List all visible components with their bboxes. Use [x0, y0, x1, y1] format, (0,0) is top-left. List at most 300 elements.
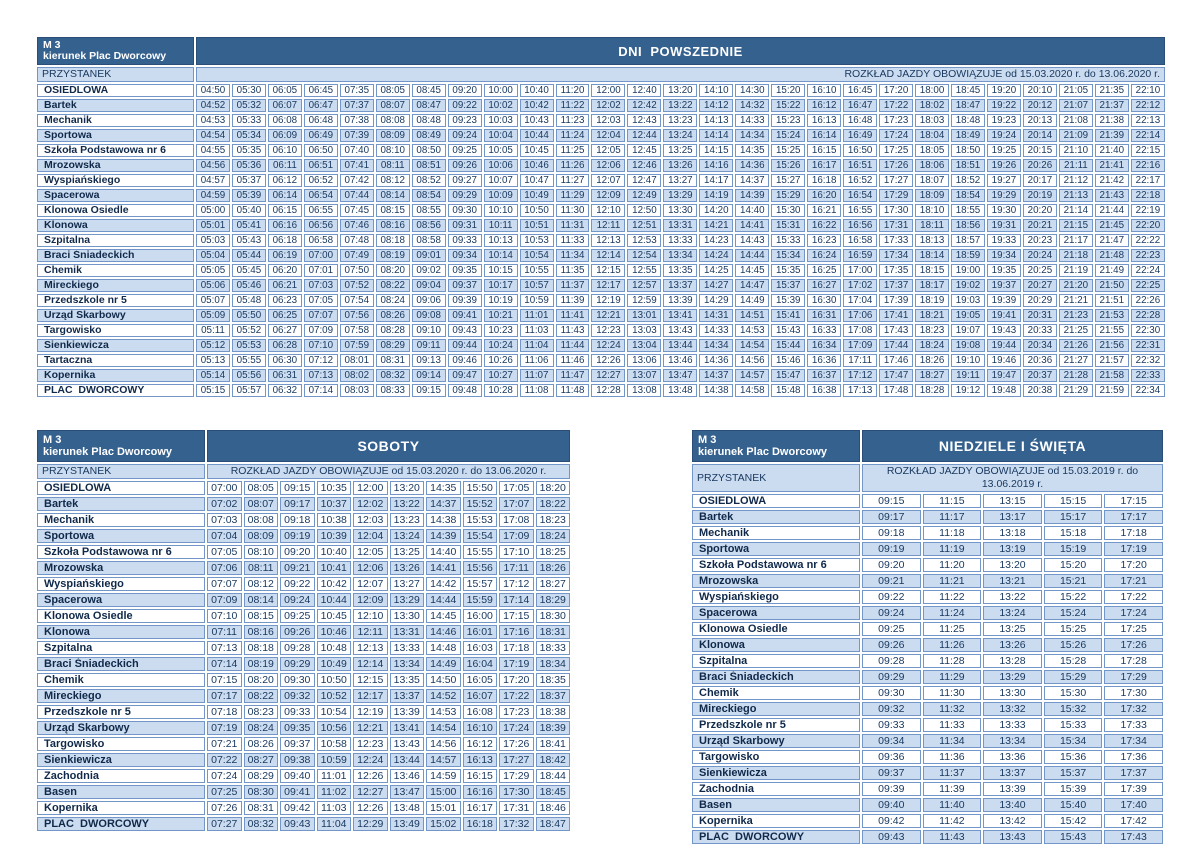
- time-cell: 10:35: [317, 481, 352, 495]
- time-cell: 10:42: [520, 99, 554, 112]
- time-cell: 14:33: [735, 114, 769, 127]
- time-cell: 09:48: [448, 384, 482, 397]
- time-cell: 18:13: [915, 234, 949, 247]
- time-cell: 08:26: [376, 309, 410, 322]
- time-cell: 16:13: [807, 114, 841, 127]
- time-cell: 13:43: [663, 324, 697, 337]
- table-row: [37, 641, 570, 655]
- time-cell: 12:50: [627, 204, 661, 217]
- time-cell: 17:02: [843, 279, 877, 292]
- time-cell: 09:11: [412, 339, 446, 352]
- time-cell: 15:31: [771, 219, 805, 232]
- time-cell: 15:30: [771, 204, 805, 217]
- time-cell: 11:28: [923, 654, 982, 668]
- time-cell: 13:08: [627, 384, 661, 397]
- time-cell: 12:13: [591, 234, 625, 247]
- time-cell: 07:13: [207, 641, 242, 655]
- time-cell: 10:46: [317, 625, 352, 639]
- time-cell: 13:34: [983, 734, 1042, 748]
- time-cell: 06:51: [304, 159, 338, 172]
- time-cell: 18:39: [536, 721, 571, 735]
- time-cell: 17:27: [499, 753, 534, 767]
- time-cell: 07:26: [207, 801, 242, 815]
- time-cell: 08:29: [376, 339, 410, 352]
- time-cell: 15:21: [1044, 574, 1103, 588]
- table-row: [37, 769, 570, 783]
- time-cell: 08:07: [244, 497, 279, 511]
- table-row: [37, 249, 1165, 262]
- stop-name-cell: Chemik: [37, 673, 205, 687]
- time-cell: 15:44: [771, 339, 805, 352]
- time-cell: 15:25: [1044, 622, 1103, 636]
- time-cell: 08:23: [244, 705, 279, 719]
- time-cell: 21:21: [1059, 294, 1093, 307]
- time-cell: 08:08: [376, 114, 410, 127]
- time-cell: 13:39: [390, 705, 425, 719]
- time-cell: 17:42: [1104, 814, 1163, 828]
- time-cell: 07:05: [304, 294, 338, 307]
- time-cell: 12:24: [591, 339, 625, 352]
- time-cell: 12:10: [353, 609, 388, 623]
- time-cell: 18:05: [915, 144, 949, 157]
- time-cell: 18:23: [915, 324, 949, 337]
- time-cell: 22:18: [1131, 189, 1165, 202]
- time-cell: 19:20: [987, 84, 1021, 97]
- table-row: [692, 526, 1163, 540]
- time-cell: 12:26: [591, 354, 625, 367]
- time-cell: 16:03: [463, 641, 498, 655]
- stop-name-cell: Klonowa: [692, 638, 860, 652]
- time-cell: 22:25: [1131, 279, 1165, 292]
- time-cell: 14:33: [699, 324, 733, 337]
- time-cell: 20:36: [1023, 354, 1057, 367]
- time-cell: 16:15: [807, 144, 841, 157]
- time-cell: 16:20: [807, 189, 841, 202]
- time-cell: 17:21: [1104, 574, 1163, 588]
- time-cell: 10:15: [484, 264, 518, 277]
- stop-name-cell: Szpitalna: [37, 641, 205, 655]
- time-cell: 13:43: [983, 830, 1042, 844]
- time-cell: 13:27: [663, 174, 697, 187]
- time-cell: 18:26: [536, 561, 571, 575]
- time-cell: 08:01: [340, 354, 374, 367]
- time-cell: 18:56: [951, 219, 985, 232]
- time-cell: 09:30: [862, 686, 921, 700]
- time-cell: 19:11: [951, 369, 985, 382]
- time-cell: 05:37: [232, 174, 266, 187]
- time-cell: 05:35: [232, 144, 266, 157]
- time-cell: 16:17: [807, 159, 841, 172]
- time-cell: 12:40: [627, 84, 661, 97]
- time-cell: 11:18: [923, 526, 982, 540]
- stop-name-cell: Braci Śniadeckich: [37, 657, 205, 671]
- time-cell: 06:14: [268, 189, 302, 202]
- time-cell: 22:24: [1131, 264, 1165, 277]
- time-cell: 05:15: [196, 384, 230, 397]
- time-cell: 14:41: [426, 561, 461, 575]
- time-cell: 10:42: [317, 577, 352, 591]
- time-cell: 12:14: [353, 657, 388, 671]
- time-cell: 14:56: [735, 354, 769, 367]
- time-cell: 14:43: [735, 234, 769, 247]
- time-cell: 17:28: [1104, 654, 1163, 668]
- stop-name-cell: Przedszkole nr 5: [692, 718, 860, 732]
- time-cell: 06:27: [268, 324, 302, 337]
- time-cell: 17:34: [1104, 734, 1163, 748]
- time-cell: 22:15: [1131, 144, 1165, 157]
- stop-name-cell: Przedszkole nr 5: [37, 294, 194, 307]
- time-cell: 17:11: [843, 354, 877, 367]
- time-cell: 19:44: [987, 339, 1021, 352]
- time-cell: 17:15: [1104, 494, 1163, 508]
- time-cell: 19:23: [987, 114, 1021, 127]
- time-cell: 09:47: [448, 369, 482, 382]
- time-cell: 12:11: [591, 219, 625, 232]
- time-cell: 15:27: [771, 174, 805, 187]
- time-cell: 15:35: [771, 264, 805, 277]
- time-cell: 22:31: [1131, 339, 1165, 352]
- time-cell: 12:07: [591, 174, 625, 187]
- table-row: [37, 609, 570, 623]
- time-cell: 07:18: [207, 705, 242, 719]
- time-cell: 11:35: [556, 264, 590, 277]
- time-cell: 05:05: [196, 264, 230, 277]
- time-cell: 18:57: [951, 234, 985, 247]
- time-cell: 06:31: [268, 369, 302, 382]
- time-cell: 07:11: [207, 625, 242, 639]
- time-cell: 12:19: [591, 294, 625, 307]
- time-cell: 13:33: [983, 718, 1042, 732]
- time-cell: 16:10: [807, 84, 841, 97]
- time-cell: 10:40: [520, 84, 554, 97]
- time-cell: 18:47: [536, 817, 571, 831]
- time-cell: 10:06: [484, 159, 518, 172]
- time-cell: 17:06: [843, 309, 877, 322]
- stop-name-cell: Chemik: [692, 686, 860, 700]
- time-cell: 15:52: [463, 497, 498, 511]
- stop-name-cell: Mrozowska: [692, 574, 860, 588]
- time-cell: 15:20: [771, 84, 805, 97]
- time-cell: 08:19: [244, 657, 279, 671]
- time-cell: 16:34: [807, 339, 841, 352]
- time-cell: 15:41: [771, 309, 805, 322]
- time-cell: 10:23: [484, 324, 518, 337]
- time-cell: 13:32: [983, 702, 1042, 716]
- time-cell: 15:28: [1044, 654, 1103, 668]
- time-cell: 13:48: [390, 801, 425, 815]
- time-cell: 11:08: [520, 384, 554, 397]
- table-row: [37, 129, 1165, 142]
- header-row: [37, 37, 1165, 65]
- time-cell: 07:03: [207, 513, 242, 527]
- time-cell: 14:35: [735, 144, 769, 157]
- time-cell: 09:15: [862, 494, 921, 508]
- time-cell: 09:37: [280, 737, 315, 751]
- time-cell: 07:58: [340, 324, 374, 337]
- time-cell: 10:45: [520, 144, 554, 157]
- time-cell: 08:20: [376, 264, 410, 277]
- time-cell: 13:31: [663, 219, 697, 232]
- line-number: M 3: [43, 434, 62, 446]
- time-cell: 17:26: [499, 737, 534, 751]
- time-cell: 14:25: [699, 264, 733, 277]
- time-cell: 15:26: [771, 159, 805, 172]
- time-cell: 16:30: [807, 294, 841, 307]
- stop-name-cell: Przedszkole nr 5: [37, 705, 205, 719]
- time-cell: 18:20: [536, 481, 571, 495]
- time-cell: 18:14: [915, 249, 949, 262]
- time-cell: 16:07: [463, 689, 498, 703]
- time-cell: 21:50: [1095, 279, 1129, 292]
- time-cell: 17:26: [1104, 638, 1163, 652]
- time-cell: 08:07: [376, 99, 410, 112]
- time-cell: 17:26: [879, 159, 913, 172]
- time-cell: 19:00: [951, 264, 985, 277]
- time-cell: 04:52: [196, 99, 230, 112]
- time-cell: 21:27: [1059, 354, 1093, 367]
- time-cell: 21:53: [1095, 309, 1129, 322]
- time-cell: 05:07: [196, 294, 230, 307]
- time-cell: 13:43: [390, 737, 425, 751]
- time-cell: 09:41: [280, 785, 315, 799]
- time-cell: 14:34: [735, 129, 769, 142]
- time-cell: 13:44: [663, 339, 697, 352]
- time-cell: 05:00: [196, 204, 230, 217]
- table-row: [692, 814, 1163, 828]
- time-cell: 17:39: [879, 294, 913, 307]
- time-cell: 19:26: [987, 159, 1021, 172]
- stop-name-cell: Mireckiego: [37, 689, 205, 703]
- time-cell: 12:26: [353, 769, 388, 783]
- time-cell: 19:24: [987, 129, 1021, 142]
- time-cell: 21:08: [1059, 114, 1093, 127]
- time-cell: 19:48: [987, 384, 1021, 397]
- time-cell: 08:55: [412, 204, 446, 217]
- time-cell: 17:25: [879, 144, 913, 157]
- time-cell: 07:05: [207, 545, 242, 559]
- time-cell: 07:49: [340, 249, 374, 262]
- time-cell: 06:32: [268, 384, 302, 397]
- time-cell: 12:02: [591, 99, 625, 112]
- time-cell: 20:31: [1023, 309, 1057, 322]
- time-cell: 21:28: [1059, 369, 1093, 382]
- time-cell: 18:19: [915, 294, 949, 307]
- time-cell: 09:30: [448, 204, 482, 217]
- time-cell: 08:48: [412, 114, 446, 127]
- time-cell: 11:39: [556, 294, 590, 307]
- time-cell: 12:04: [353, 529, 388, 543]
- time-cell: 15:22: [771, 99, 805, 112]
- time-cell: 21:41: [1095, 159, 1129, 172]
- time-cell: 21:11: [1059, 159, 1093, 172]
- time-cell: 11:30: [923, 686, 982, 700]
- time-cell: 14:21: [699, 219, 733, 232]
- time-cell: 09:44: [448, 339, 482, 352]
- time-cell: 16:33: [807, 324, 841, 337]
- time-cell: 14:48: [426, 641, 461, 655]
- time-cell: 16:52: [843, 174, 877, 187]
- time-cell: 04:53: [196, 114, 230, 127]
- table-row: [692, 558, 1163, 572]
- time-cell: 15:47: [771, 369, 805, 382]
- time-cell: 04:57: [196, 174, 230, 187]
- time-cell: 17:33: [1104, 718, 1163, 732]
- time-cell: 13:33: [663, 234, 697, 247]
- time-cell: 10:09: [484, 189, 518, 202]
- time-cell: 14:37: [426, 497, 461, 511]
- time-cell: 08:22: [376, 279, 410, 292]
- time-cell: 11:29: [923, 670, 982, 684]
- time-cell: 14:40: [426, 545, 461, 559]
- time-cell: 13:41: [663, 309, 697, 322]
- time-cell: 10:44: [520, 129, 554, 142]
- time-cell: 19:05: [951, 309, 985, 322]
- time-cell: 10:26: [484, 354, 518, 367]
- time-cell: 22:23: [1131, 249, 1165, 262]
- time-cell: 08:05: [244, 481, 279, 495]
- time-cell: 11:42: [923, 814, 982, 828]
- time-cell: 17:20: [879, 84, 913, 97]
- table-row: [37, 753, 570, 767]
- time-cell: 05:30: [232, 84, 266, 97]
- time-cell: 07:21: [207, 737, 242, 751]
- time-cell: 07:46: [340, 219, 374, 232]
- time-cell: 18:35: [536, 673, 571, 687]
- time-cell: 05:04: [196, 249, 230, 262]
- time-cell: 14:36: [699, 354, 733, 367]
- time-cell: 04:56: [196, 159, 230, 172]
- time-cell: 10:44: [317, 593, 352, 607]
- time-cell: 13:26: [390, 561, 425, 575]
- time-cell: 17:24: [499, 721, 534, 735]
- time-cell: 13:44: [390, 753, 425, 767]
- table-row: [692, 542, 1163, 556]
- time-cell: 07:07: [304, 309, 338, 322]
- time-cell: 14:45: [735, 264, 769, 277]
- time-cell: 09:01: [412, 249, 446, 262]
- time-cell: 10:17: [484, 279, 518, 292]
- time-cell: 09:46: [448, 354, 482, 367]
- time-cell: 09:33: [280, 705, 315, 719]
- stop-name-cell: Klonowa Osiedle: [37, 609, 205, 623]
- time-cell: 14:54: [735, 339, 769, 352]
- time-cell: 10:49: [317, 657, 352, 671]
- time-cell: 07:03: [304, 279, 338, 292]
- time-cell: 09:40: [280, 769, 315, 783]
- time-cell: 09:15: [280, 481, 315, 495]
- time-cell: 13:30: [663, 204, 697, 217]
- time-cell: 11:01: [520, 309, 554, 322]
- time-cell: 11:32: [923, 702, 982, 716]
- time-cell: 17:47: [879, 369, 913, 382]
- stop-name-cell: Mireckiego: [692, 702, 860, 716]
- time-cell: 11:21: [923, 574, 982, 588]
- time-cell: 09:28: [862, 654, 921, 668]
- time-cell: 09:20: [280, 545, 315, 559]
- time-cell: 13:27: [390, 577, 425, 591]
- time-cell: 13:03: [627, 324, 661, 337]
- time-cell: 18:23: [536, 513, 571, 527]
- stop-name-cell: Spacerowa: [37, 593, 205, 607]
- time-cell: 10:55: [520, 264, 554, 277]
- time-cell: 22:14: [1131, 129, 1165, 142]
- time-cell: 08:08: [244, 513, 279, 527]
- subheader-row: [692, 464, 1163, 492]
- stop-name-cell: Szkoła Podstawowa nr 6: [692, 558, 860, 572]
- time-cell: 17:37: [1104, 766, 1163, 780]
- time-cell: 18:11: [915, 219, 949, 232]
- time-cell: 14:44: [426, 593, 461, 607]
- time-cell: 10:05: [484, 144, 518, 157]
- table-row: [37, 264, 1165, 277]
- time-cell: 09:18: [280, 513, 315, 527]
- time-cell: 09:20: [862, 558, 921, 572]
- time-cell: 13:33: [390, 641, 425, 655]
- time-cell: 17:19: [1104, 542, 1163, 556]
- time-cell: 16:27: [807, 279, 841, 292]
- time-cell: 19:43: [987, 324, 1021, 337]
- time-cell: 16:36: [807, 354, 841, 367]
- table-row: [692, 510, 1163, 524]
- time-cell: 08:02: [340, 369, 374, 382]
- table-row: [37, 204, 1165, 217]
- time-cell: 08:19: [376, 249, 410, 262]
- validity-note: ROZKŁAD JAZDY OBOWIĄZUJE od 15.03.2020 r. do 13.06.2020 r.: [207, 464, 570, 479]
- time-cell: 21:57: [1095, 354, 1129, 367]
- table-row: [37, 309, 1165, 322]
- time-cell: 13:46: [663, 354, 697, 367]
- time-cell: 07:14: [207, 657, 242, 671]
- time-cell: 10:27: [484, 369, 518, 382]
- time-cell: 15:39: [1044, 782, 1103, 796]
- time-cell: 09:08: [412, 309, 446, 322]
- table-row: [37, 144, 1165, 157]
- time-cell: 07:59: [340, 339, 374, 352]
- stop-name-cell: Zachodnia: [692, 782, 860, 796]
- time-cell: 09:25: [448, 144, 482, 157]
- time-cell: 13:28: [983, 654, 1042, 668]
- table-row: [37, 279, 1165, 292]
- time-cell: 05:39: [232, 189, 266, 202]
- time-cell: 22:33: [1131, 369, 1165, 382]
- time-cell: 15:37: [1044, 766, 1103, 780]
- time-cell: 09:29: [448, 189, 482, 202]
- direction-label: kierunek Plac Dworcowy: [43, 446, 172, 458]
- time-cell: 10:50: [317, 673, 352, 687]
- time-cell: 22:12: [1131, 99, 1165, 112]
- time-cell: 10:19: [484, 294, 518, 307]
- line-number: M 3: [43, 39, 61, 51]
- time-cell: 08:27: [244, 753, 279, 767]
- time-cell: 08:16: [244, 625, 279, 639]
- time-cell: 05:01: [196, 219, 230, 232]
- time-cell: 17:10: [499, 545, 534, 559]
- time-cell: 13:30: [390, 609, 425, 623]
- time-cell: 06:49: [304, 129, 338, 142]
- time-cell: 09:25: [862, 622, 921, 636]
- time-cell: 16:38: [807, 384, 841, 397]
- time-cell: 17:39: [1104, 782, 1163, 796]
- time-cell: 20:37: [1023, 369, 1057, 382]
- time-cell: 12:09: [591, 189, 625, 202]
- time-cell: 17:17: [1104, 510, 1163, 524]
- table-row: [37, 529, 570, 543]
- time-cell: 18:21: [915, 309, 949, 322]
- time-cell: 08:30: [244, 785, 279, 799]
- time-cell: 09:29: [862, 670, 921, 684]
- time-cell: 20:20: [1023, 204, 1057, 217]
- time-cell: 21:14: [1059, 204, 1093, 217]
